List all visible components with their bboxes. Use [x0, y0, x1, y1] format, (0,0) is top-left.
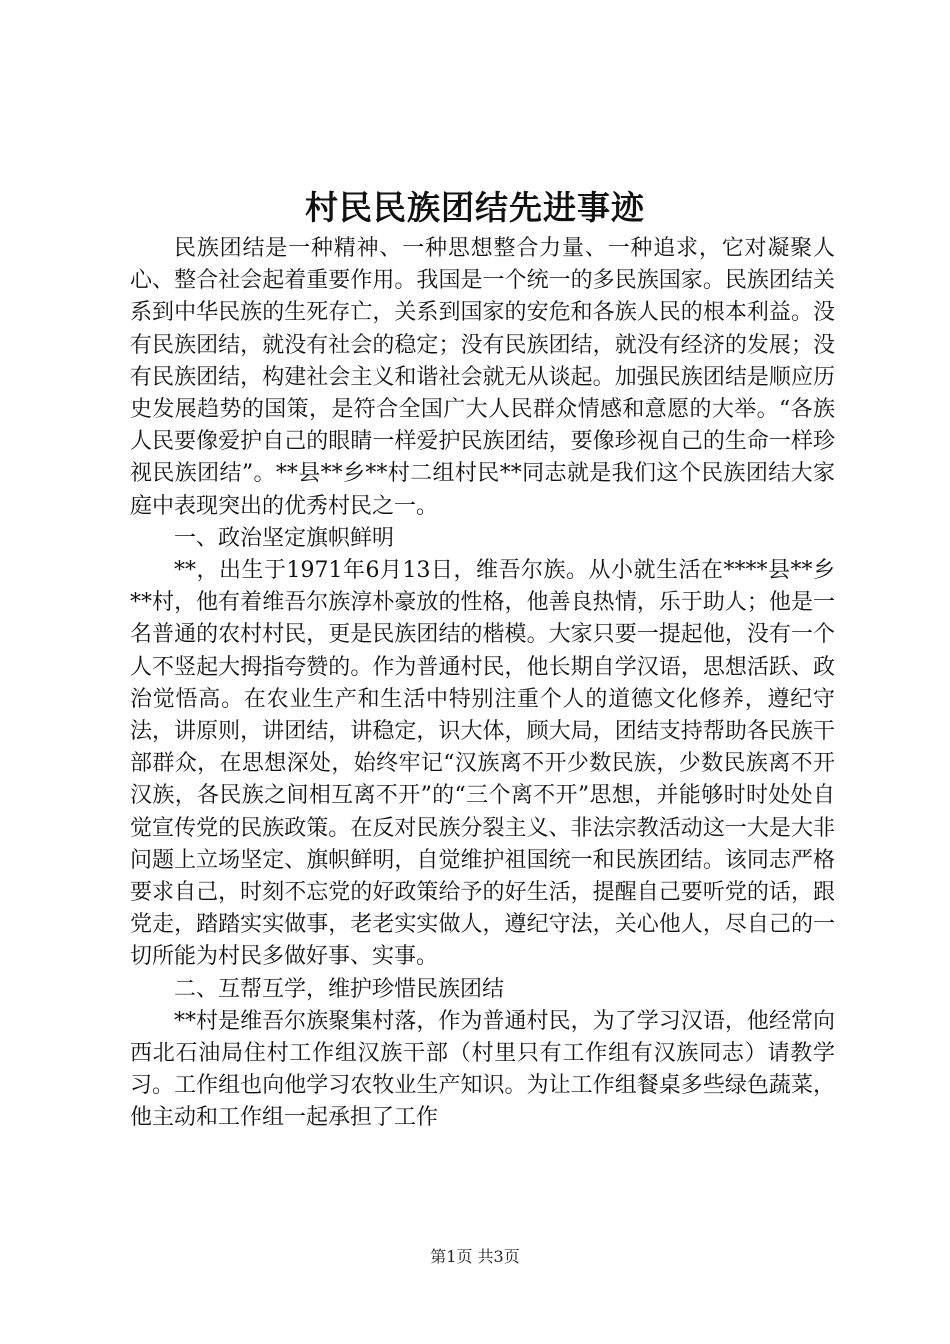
- document-title: 村民民族团结先进事迹: [305, 188, 645, 227]
- paragraph-section-1: **，出生于1971年6月13日，维吾尔族。从小就生活在****县**乡**村，他有着维吾尔族淳朴豪放的性格，他善良热情，乐于助人；他是一名普通的农村村民，更是民族团结的楷模。大家只要一提起他，没有一个人不竖起大拇指夸赞的。作为普通村民，他长期自学汉语，思想活跃、政治觉悟高。在农业生产和生活中特别注重个人的道德文化修养，遵纪守法，讲原则，讲团结，讲稳定，识大体，顾大局，团结支持帮助各民族干部群众，在思想深处，始终牢记“汉族离不开少数民族，少数民族离不开汉族，各民族之间相互离不开”的“三个离不开”思想，并能够时时处处自觉宣传党的民族政策。在反对民族分裂主义、非法宗教活动这一大是大非问题上立场坚定、旗帜鲜明，自觉维护祖国统一和民族团结。该同志严格要求自己，时刻不忘党的好政策给予的好生活，提醒自己要听党的话，跟党走，踏踏实实做事，老老实实做人，遵纪守法，关心他人，尽自己的一切所能为村民多做好事、实事。: [130, 558, 835, 970]
- section-heading-1: 一、政治坚定旗帜鲜明: [174, 525, 395, 551]
- page-footer: 第1页 共3页: [430, 1247, 520, 1266]
- document-body: [130, 233, 835, 1135]
- section-heading-2: 二、互帮互学，维护珍惜民族团结: [174, 976, 505, 1002]
- paragraph-section-2: **村是维吾尔族聚集村落，作为普通村民，为了学习汉语，他经常向西北石油局住村工作组汉族干部（村里只有工作组有汉族同志）请教学习。工作组也向他学习农牧业生产知识。为让工作组餐桌多些绿色蔬菜，他主动和工作组一起承担了工作: [130, 1008, 835, 1131]
- paragraph-intro: 民族团结是一种精神、一种思想整合力量、一种追求，它对凝聚人心、整合社会起着重要作用。我国是一个统一的多民族国家。民族团结关系到中华民族的生死存亡，关系到国家的安危和各族人民的根本利益。没有民族团结，就没有社会的稳定；没有民族团结，就没有经济的发展；没有民族团结，构建社会主义和谐社会就无从谈起。加强民族团结是顺应历史发展趋势的国策，是符合全国广大人民群众情感和意愿的大举。“各族人民要像爱护自己的眼睛一样爱护民族团结，要像珍视自己的生命一样珍视民族团结”。**县**乡**村二组村民**同志就是我们这个民族团结大家庭中表现突出的优秀村民之一。: [130, 236, 835, 519]
